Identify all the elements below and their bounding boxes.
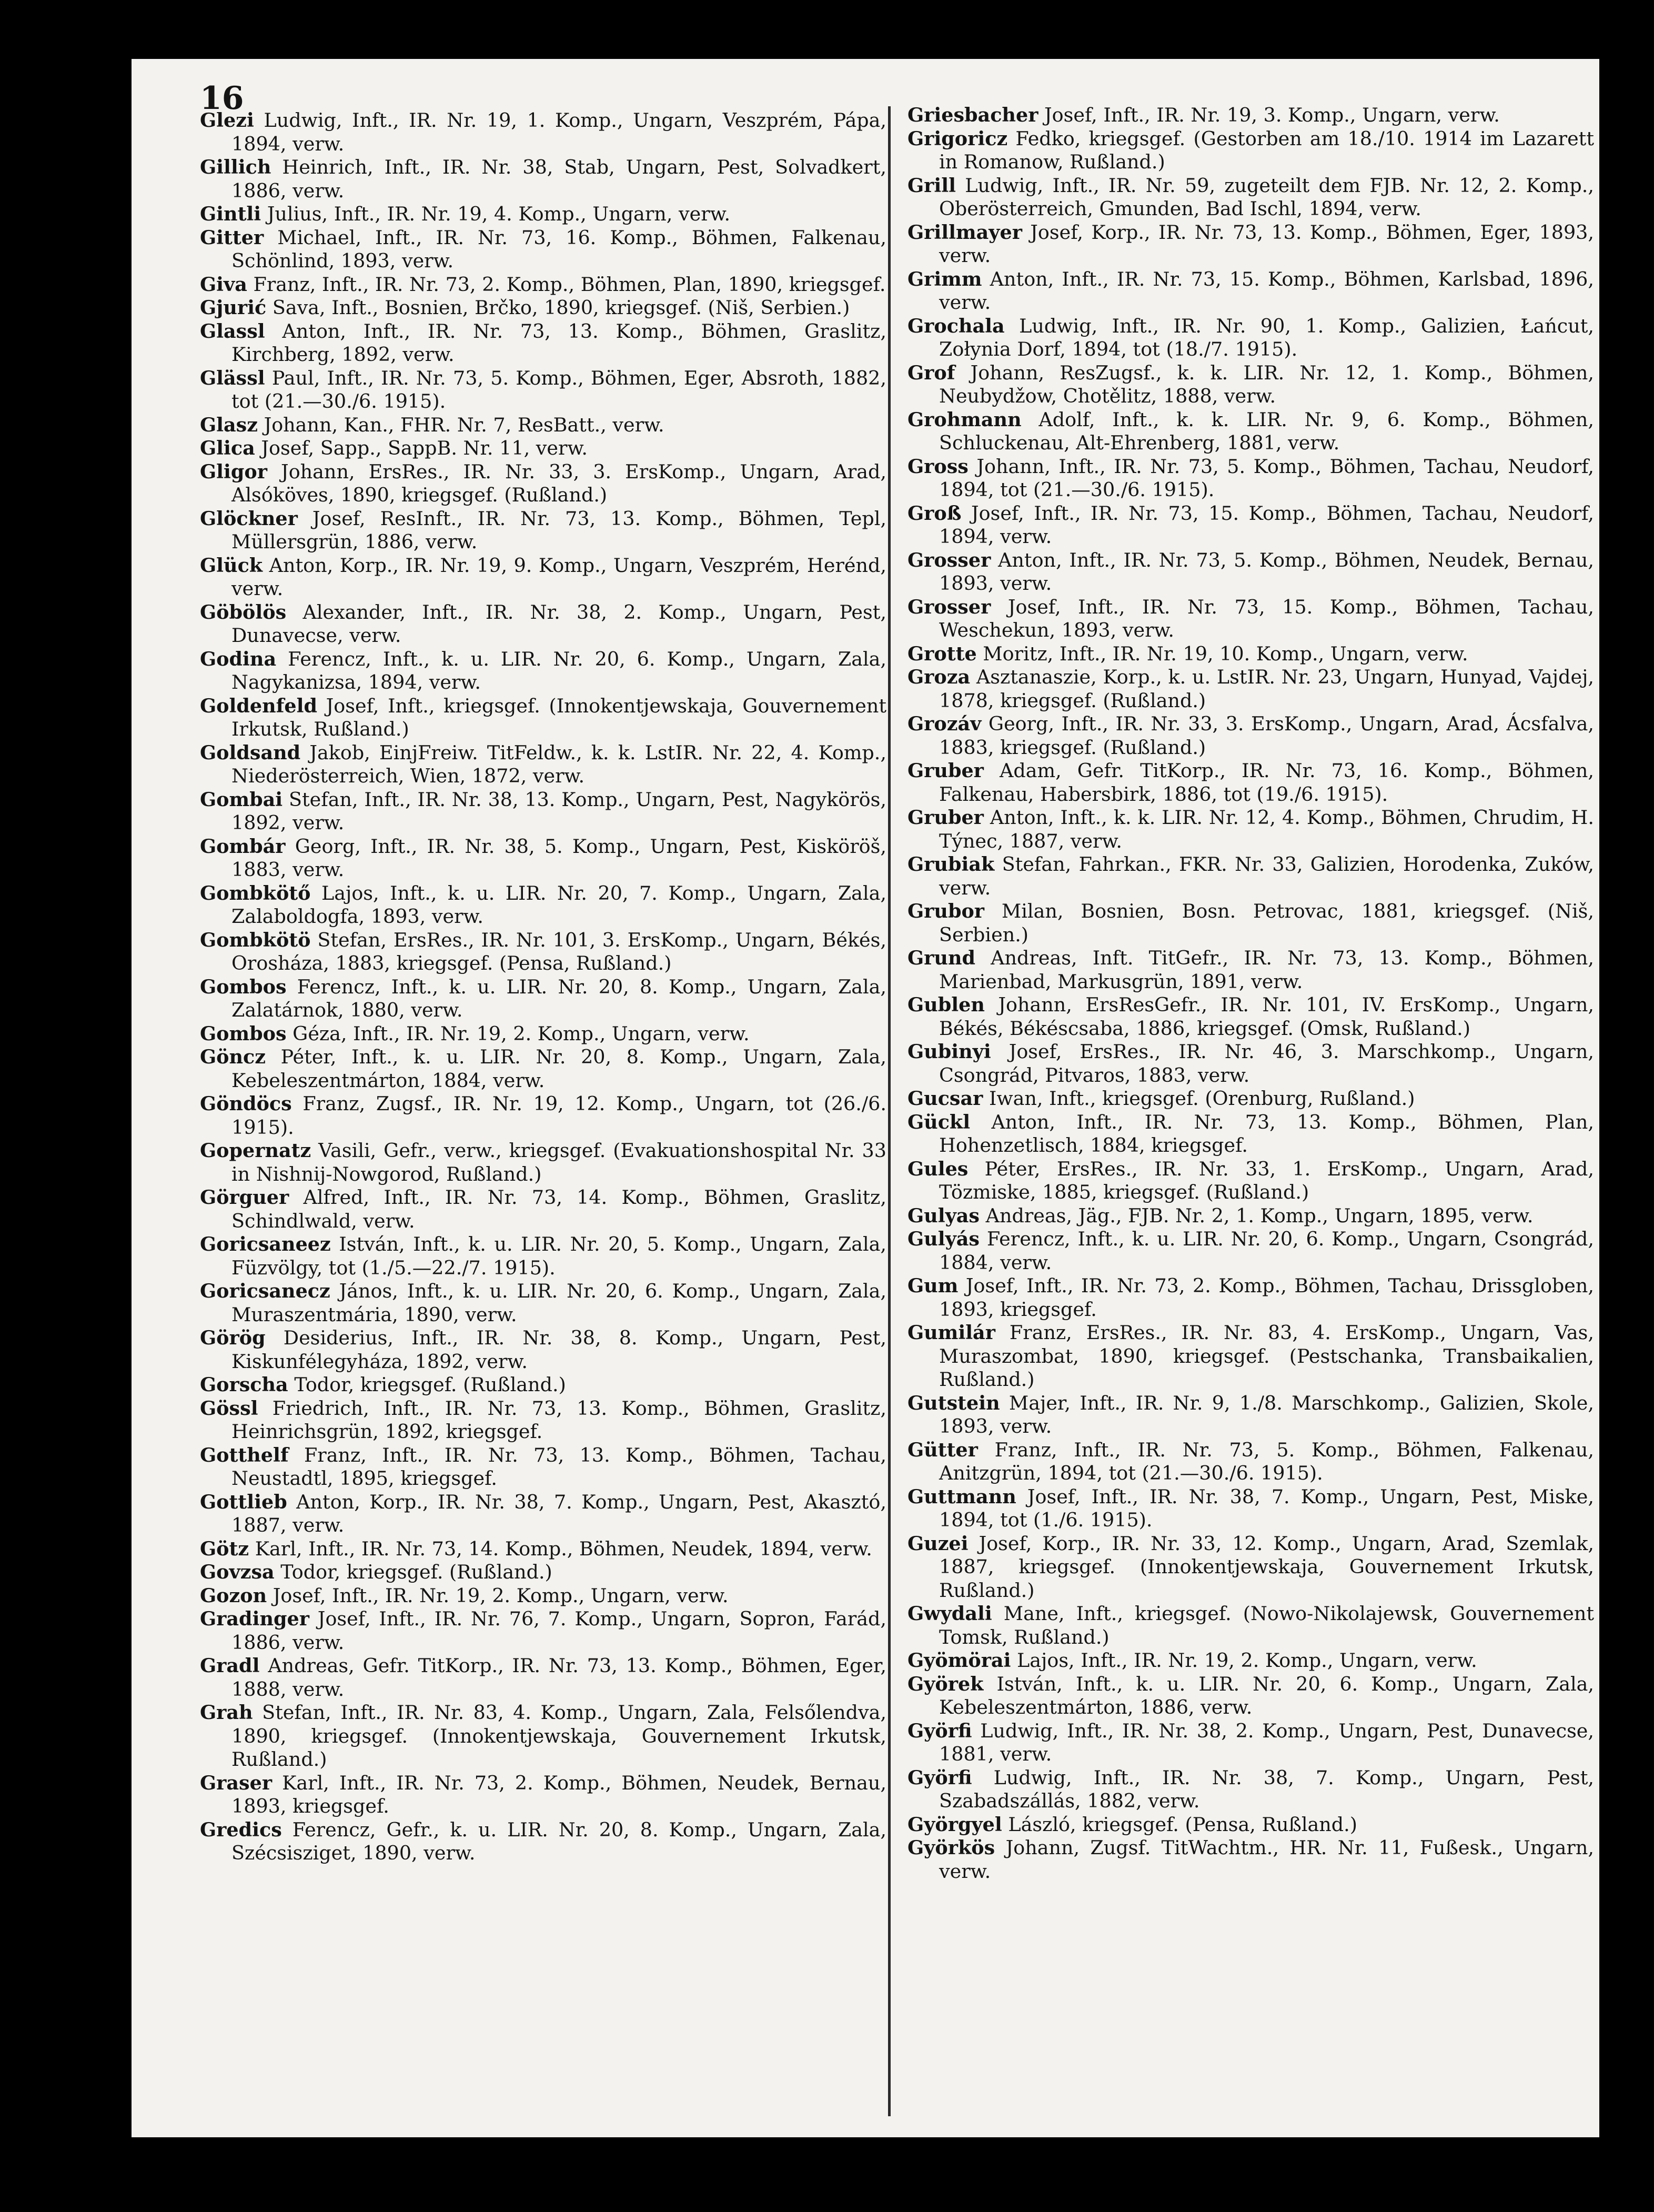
register-entry (200, 1397, 886, 1444)
entry-surname: Gredics (200, 1818, 282, 1841)
entry-surname: Götz (200, 1537, 249, 1560)
entry-details: János, Inft., k. u. LIR. Nr. 20, 6. Komp., Ungarn, Zala, Muraszentmária, 1890, verw. (231, 1280, 886, 1326)
register-entry (907, 1720, 1594, 1766)
entry-surname: Györfi (907, 1766, 972, 1789)
entry-details: Anton, Korp., IR. Nr. 19, 9. Komp., Ungarn, Veszprém, Herénd, verw. (231, 554, 886, 600)
entry-details: Franz, Inft., IR. Nr. 73, 5. Komp., Böhmen, Falkenau, Anitzgrün, 1894, tot (21.—30./6. 1915). (939, 1438, 1594, 1484)
entry-surname: Govzsa (200, 1561, 275, 1583)
entry-surname: Gjurić (200, 296, 267, 319)
entry-details: Iwan, Inft., kriegsgef. (Orenburg, Rußland.) (983, 1087, 1415, 1110)
entry-details: Julius, Inft., IR. Nr. 19, 4. Komp., Ungarn, verw. (261, 203, 731, 225)
register-entry (200, 648, 886, 695)
entry-surname: Goricsaneez (200, 1233, 331, 1255)
entry-surname: Groza (907, 666, 971, 688)
register-entry (907, 455, 1594, 502)
entry-surname: Guttmann (907, 1485, 1016, 1508)
document-page (132, 59, 1599, 2137)
register-entry (200, 601, 886, 648)
entry-surname: Glasz (200, 413, 258, 436)
entry-details: Josef, Korp., IR. Nr. 73, 13. Komp., Böhmen, Eger, 1893, verw. (939, 220, 1594, 267)
entry-details: Karl, Inft., IR. Nr. 73, 2. Komp., Böhmen, Neudek, Bernau, 1893, kriegsgef. (231, 1771, 886, 1817)
register-entry (907, 315, 1594, 361)
register-entry (907, 666, 1594, 712)
entry-surname: Grillmayer (907, 220, 1022, 244)
register-entry (200, 1654, 886, 1701)
register-entry (200, 203, 886, 226)
entry-surname: Gruber (907, 806, 984, 829)
entry-details: Stefan, Inft., IR. Nr. 38, 13. Komp., Ungarn, Pest, Nagykörös, 1892, verw. (231, 788, 886, 834)
entry-details: Stefan, Fahrkan., FKR. Nr. 33, Galizien, Horodenka, Zuków, verw. (939, 853, 1594, 899)
register-entry (200, 296, 886, 320)
register-entry (200, 695, 886, 741)
entry-details: Stefan, Inft., IR. Nr. 83, 4. Komp., Ungarn, Zala, Felsőlendva, 1890, kriegsgef. (Innokentjewskaja, Gouvernement Irkutsk, Rußland.) (231, 1701, 886, 1771)
entry-surname: Gitter (200, 226, 264, 249)
entry-details: Johann, ErsResGefr., IR. Nr. 101, IV. ErsKomp., Ungarn, Békés, Békéscsaba, 1886, kriegsgef. (Omsk, Rußland.) (939, 993, 1594, 1040)
register-entry (907, 104, 1594, 127)
register-entry (907, 408, 1594, 455)
entry-surname: Goldsand (200, 741, 301, 764)
entry-surname: Gorscha (200, 1373, 288, 1396)
register-entry (200, 1607, 886, 1654)
register-entry (907, 1836, 1594, 1883)
entry-surname: Györek (907, 1672, 984, 1695)
entry-surname: Glezi (200, 109, 254, 132)
register-entry (907, 1321, 1594, 1392)
entry-details: Franz, Inft., IR. Nr. 73, 2. Komp., Böhmen, Plan, 1890, kriegsgef. (247, 273, 886, 296)
entry-surname: Grigoricz (907, 127, 1008, 150)
register-entry (907, 900, 1594, 947)
entry-surname: Gum (907, 1274, 959, 1297)
entry-surname: Gucsar (907, 1087, 983, 1110)
register-entry (200, 1045, 886, 1092)
entry-surname: Gruber (907, 759, 984, 782)
register-entry (907, 1766, 1594, 1813)
register-entry (907, 947, 1594, 993)
entry-surname: Görguer (200, 1186, 289, 1209)
entry-details: Georg, Inft., IR. Nr. 38, 5. Komp., Ungarn, Pest, Kisköröš, 1883, verw. (231, 834, 886, 881)
entry-details: Géza, Inft., IR. Nr. 19, 2. Komp., Ungarn, verw. (286, 1022, 750, 1045)
entry-details: Alfred, Inft., IR. Nr. 73, 14. Komp., Böhmen, Graslitz, Schindlwald, verw. (231, 1186, 886, 1232)
entry-details: Ludwig, Inft., IR. Nr. 38, 7. Komp., Ungarn, Pest, Szabadszállás, 1882, verw. (939, 1766, 1594, 1812)
register-entry (907, 1274, 1594, 1321)
entry-surname: Glück (200, 554, 263, 577)
entry-surname: Grotte (907, 642, 977, 665)
register-entry (200, 437, 886, 460)
entry-surname: Grubiak (907, 853, 995, 876)
register-entry (200, 929, 886, 976)
entry-details: Johann, ErsRes., IR. Nr. 33, 3. ErsKomp., Ungarn, Arad, Alsóköves, 1890, kriegsgef. (Rußland.) (231, 460, 886, 506)
register-entry (907, 1602, 1594, 1649)
entry-details: Ludwig, Inft., IR. Nr. 19, 1. Komp., Ungarn, Veszprém, Pápa, 1894, verw. (231, 109, 886, 155)
entry-surname: Glöckner (200, 507, 298, 530)
register-entry (907, 642, 1594, 666)
entry-details: Heinrich, Inft., IR. Nr. 38, Stab, Ungarn, Pest, Solvadkert, 1886, verw. (231, 156, 886, 202)
entry-surname: Giva (200, 273, 247, 296)
entry-surname: Györgyel (907, 1813, 1002, 1836)
register-entry (200, 367, 886, 414)
entry-details: Anton, Inft., IR. Nr. 73, 5. Komp., Böhmen, Neudek, Bernau, 1893, verw. (939, 548, 1594, 595)
entry-details: Johann, Inft., IR. Nr. 73, 5. Komp., Böhmen, Tachau, Neudorf, 1894, tot (21.—30./6. 1915). (939, 455, 1594, 501)
entry-surname: Gombos (200, 1022, 287, 1045)
entry-surname: Gombkötő (200, 881, 311, 904)
register-entry (200, 741, 886, 788)
register-entry (200, 1139, 886, 1186)
entry-surname: Gütter (907, 1438, 978, 1461)
register-entry (907, 1649, 1594, 1673)
entry-details: Johann, Kan., FHR. Nr. 7, ResBatt., verw. (257, 413, 664, 436)
register-entry (200, 226, 886, 273)
entry-surname: Grozáv (907, 712, 982, 735)
entry-surname: Godina (200, 647, 277, 670)
register-entry (200, 835, 886, 882)
register-entry (907, 1813, 1594, 1837)
register-entry (200, 976, 886, 1022)
entry-details: Josef, ErsRes., IR. Nr. 46, 3. Marschkomp., Ungarn, Csongrád, Pitvaros, 1883, verw. (939, 1040, 1594, 1087)
entry-details: Josef, Korp., IR. Nr. 33, 12. Komp., Ungarn, Arad, Szemlak, 1887, kriegsgef. (Innokentjewskaja, Gouvernement Irkutsk, Rußland.) (939, 1532, 1594, 1602)
entry-surname: Gulyás (907, 1228, 980, 1250)
entry-details: Paul, Inft., IR. Nr. 73, 5. Komp., Böhmen, Eger, Absroth, 1882, tot (21.—30./6. 1915). (231, 366, 886, 413)
register-entry (200, 1373, 886, 1397)
register-entry (907, 174, 1594, 221)
register-entry (907, 502, 1594, 549)
register-entry (907, 712, 1594, 759)
register-entry (907, 268, 1594, 315)
entry-details: Sava, Inft., Bosnien, Brčko, 1890, kriegsgef. (Niš, Serbien.) (266, 296, 850, 319)
entry-surname: Glassl (200, 319, 265, 343)
entry-surname: Guzei (907, 1532, 969, 1555)
entry-details: Georg, Inft., IR. Nr. 33, 3. ErsKomp., Ungarn, Arad, Ácsfalva, 1883, kriegsgef. (Rußland.) (939, 712, 1594, 759)
entry-surname: Gotthelf (200, 1443, 289, 1466)
entry-details: Ferencz, Inft., k. u. LIR. Nr. 20, 8. Komp., Ungarn, Zala, Zalatárnok, 1880, verw. (231, 975, 886, 1021)
entry-details: Josef, Inft., IR. Nr. 38, 7. Komp., Ungarn, Pest, Miske, 1894, tot (1./6. 1915). (939, 1485, 1594, 1531)
register-entry (907, 759, 1594, 806)
entry-details: Ferencz, Inft., k. u. LIR. Nr. 20, 6. Komp., Ungarn, Csongrád, 1884, verw. (939, 1228, 1594, 1274)
register-entry (200, 1022, 886, 1046)
register-entry (200, 1233, 886, 1280)
register-entry (907, 1392, 1594, 1439)
register-entry (200, 507, 886, 554)
entry-details: Adam, Gefr. TitKorp., IR. Nr. 73, 16. Komp., Böhmen, Falkenau, Habersbirk, 1886, tot (19./6. 1915). (939, 759, 1594, 806)
entry-details: István, Inft., k. u. LIR. Nr. 20, 6. Komp., Ungarn, Zala, Kebeleszentmárton, 1886, verw. (939, 1672, 1594, 1718)
register-entry (907, 993, 1594, 1040)
entry-surname: Gradl (200, 1654, 260, 1677)
entry-surname: Gössl (200, 1396, 258, 1420)
register-entry (907, 1673, 1594, 1720)
entry-surname: Grochala (907, 314, 1005, 337)
entry-surname: Gutstein (907, 1391, 1000, 1414)
entry-details: Alexander, Inft., IR. Nr. 38, 2. Komp., Ungarn, Pest, Dunavecse, verw. (231, 600, 886, 647)
entry-details: Mane, Inft., kriegsgef. (Nowo-Nikolajewsk, Gouvernement Tomsk, Rußland.) (939, 1602, 1594, 1648)
register-entry (200, 1444, 886, 1491)
entry-details: Ludwig, Inft., IR. Nr. 90, 1. Komp., Galizien, Łańcut, Zołynia Dorf, 1894, tot (18./7. 1915). (939, 314, 1594, 360)
register-entry (200, 156, 886, 203)
register-entry (907, 596, 1594, 642)
entry-details: István, Inft., k. u. LIR. Nr. 20, 5. Komp., Ungarn, Zala, Füzvölgy, tot (1./5.—22./7. 1915). (231, 1233, 886, 1279)
register-entry (200, 460, 886, 507)
entry-surname: Graser (200, 1771, 273, 1794)
entry-details: Johann, ResZugsf., k. k. LIR. Nr. 12, 1. Komp., Böhmen, Neubydžow, Chotělitz, 1888, verw. (939, 361, 1594, 407)
entry-details: Todor, kriegsgef. (Rußland.) (288, 1373, 566, 1396)
register-entry (907, 361, 1594, 408)
register-entry (200, 1584, 886, 1608)
entry-surname: Grosser (907, 548, 991, 571)
entry-surname: Grill (907, 174, 956, 197)
entry-surname: Gopernatz (200, 1139, 311, 1162)
register-entry (907, 1087, 1594, 1111)
entry-surname: Grosser (907, 595, 991, 618)
register-entry (907, 127, 1594, 174)
register-entry (907, 1439, 1594, 1485)
register-entry (907, 221, 1594, 268)
entry-details: Josef, Inft., IR. Nr. 73, 2. Komp., Böhmen, Tachau, Drissgloben, 1893, kriegsgef. (939, 1274, 1594, 1321)
entry-surname: Gozon (200, 1584, 267, 1607)
entry-details: Stefan, ErsRes., IR. Nr. 101, 3. ErsKomp., Ungarn, Békés, Orosháza, 1883, kriegsgef. (Pensa, Rußland.) (231, 928, 886, 974)
entry-details: Michael, Inft., IR. Nr. 73, 16. Komp., Böhmen, Falkenau, Schönlind, 1893, verw. (231, 226, 886, 272)
page-number: 16 (200, 80, 244, 117)
entry-surname: Gombár (200, 834, 286, 858)
register-entry (200, 1772, 886, 1818)
entry-surname: Glica (200, 437, 255, 459)
entry-surname: Gillich (200, 156, 271, 178)
entry-surname: Gligor (200, 460, 267, 483)
register-entry (200, 109, 886, 156)
entry-details: Vasili, Gefr., verw., kriegsgef. (Evakuationshospital Nr. 33 in Nishnij-Nowgorod, Rußland.) (231, 1139, 886, 1185)
entry-surname: Grund (907, 947, 975, 969)
entry-details: Friedrich, Inft., IR. Nr. 73, 13. Komp., Böhmen, Graslitz, Heinrichsgrün, 1892, kriegsgef. (231, 1396, 886, 1443)
entry-details: Ferencz, Inft., k. u. LIR. Nr. 20, 6. Komp., Ungarn, Zala, Nagykanizsa, 1894, verw. (231, 647, 886, 693)
entry-surname: Göndöcs (200, 1092, 292, 1115)
entry-surname: Grubor (907, 900, 985, 922)
entry-details: Franz, Zugsf., IR. Nr. 19, 12. Komp., Ungarn, tot (26./6. 1915). (231, 1092, 886, 1139)
entry-surname: Gombos (200, 975, 287, 998)
entry-details: Franz, Inft., IR. Nr. 73, 13. Komp., Böhmen, Tachau, Neustadtl, 1895, kriegsgef. (231, 1443, 886, 1490)
entry-details: Josef, Inft., IR. Nr. 19, 3. Komp., Ungarn, verw. (1038, 104, 1500, 126)
register-entry (907, 806, 1594, 853)
entry-details: Anton, Inft., k. k. LIR. Nr. 12, 4. Komp., Böhmen, Chrudim, H. Týnec, 1887, verw. (939, 806, 1594, 852)
register-entry (200, 1537, 886, 1561)
entry-details: Josef, Inft., IR. Nr. 73, 15. Komp., Böhmen, Tachau, Neudorf, 1894, verw. (939, 501, 1594, 548)
entry-surname: Gombkötö (200, 928, 311, 951)
entry-details: Jakob, EinjFreiw. TitFeldw., k. k. LstIR. Nr. 22, 4. Komp., Niederösterreich, Wien, 1872, verw. (231, 741, 886, 787)
entry-surname: Györkös (907, 1836, 995, 1859)
register-entry (200, 320, 886, 367)
entry-details: Péter, ErsRes., IR. Nr. 33, 1. ErsKomp., Ungarn, Arad, Tözmiske, 1885, kriegsgef. (Rußland.) (939, 1157, 1594, 1203)
register-entry (907, 549, 1594, 596)
entry-details: Desiderius, Inft., IR. Nr. 38, 8. Komp., Ungarn, Pest, Kiskunfélegyháza, 1892, verw. (231, 1326, 886, 1373)
entry-surname: Gross (907, 455, 969, 478)
entry-details: Anton, Inft., IR. Nr. 73, 13. Komp., Böhmen, Graslitz, Kirchberg, 1892, verw. (231, 319, 886, 366)
register-entry (200, 788, 886, 835)
register-entry (907, 1158, 1594, 1204)
register-entry (907, 1485, 1594, 1532)
entry-details: Anton, Inft., IR. Nr. 73, 13. Komp., Böhmen, Plan, Hohenzetlisch, 1884, kriegsgef. (939, 1110, 1594, 1157)
entry-surname: Gwydali (907, 1602, 992, 1625)
register-entry (200, 554, 886, 601)
entry-details: Anton, Inft., IR. Nr. 73, 15. Komp., Böhmen, Karlsbad, 1896, verw. (939, 267, 1594, 314)
register-entry (200, 414, 886, 437)
entry-details: Franz, ErsRes., IR. Nr. 83, 4. ErsKomp., Ungarn, Vas, Muraszombat, 1890, kriegsgef. (Pestschanka, Transbaikalien, Rußland.) (939, 1321, 1594, 1391)
entry-details: Ludwig, Inft., IR. Nr. 38, 2. Komp., Ungarn, Pest, Dunavecse, 1881, verw. (939, 1719, 1594, 1765)
entry-details: Ferencz, Gefr., k. u. LIR. Nr. 20, 8. Komp., Ungarn, Zala, Szécsisziget, 1890, verw. (231, 1818, 886, 1864)
entry-surname: Györfi (907, 1719, 972, 1742)
entry-details: Lajos, Inft., IR. Nr. 19, 2. Komp., Ungarn, verw. (1011, 1649, 1477, 1672)
entry-details: Ludwig, Inft., IR. Nr. 59, zugeteilt dem FJB. Nr. 12, 2. Komp., Oberösterreich, Gmunden, Bad Ischl, 1894, verw. (939, 174, 1594, 220)
entry-surname: Goricsanecz (200, 1280, 330, 1302)
entry-surname: Gumilár (907, 1321, 995, 1344)
entry-details: Péter, Inft., k. u. LIR. Nr. 20, 8. Komp., Ungarn, Zala, Kebeleszentmárton, 1884, verw. (231, 1045, 886, 1092)
column-divider (888, 106, 891, 2116)
entry-surname: Görög (200, 1326, 266, 1349)
register-entry (200, 1561, 886, 1584)
entry-surname: Goldenfeld (200, 694, 317, 717)
register-entry (200, 1818, 886, 1865)
entry-surname: Göbölös (200, 600, 287, 624)
entry-details: Anton, Korp., IR. Nr. 38, 7. Komp., Ungarn, Pest, Akasztó, 1887, verw. (231, 1490, 886, 1536)
entry-surname: Grimm (907, 267, 982, 290)
entry-details: Josef, Inft., kriegsgef. (Innokentjewskaja, Gouvernement Irkutsk, Rußland.) (231, 694, 886, 740)
entry-details: Josef, Inft., IR. Nr. 19, 2. Komp., Ungarn, verw. (267, 1584, 729, 1607)
entry-details: Andreas, Jäg., FJB. Nr. 2, 1. Komp., Ungarn, 1895, verw. (979, 1204, 1534, 1227)
entry-surname: Groß (907, 501, 962, 525)
register-entry (200, 273, 886, 297)
entry-surname: Grohmann (907, 408, 1022, 431)
entry-surname: Grof (907, 361, 955, 384)
entry-details: Fedko, kriegsgef. (Gestorben am 18./10. 1914 im Lazarett in Romanow, Rußland.) (939, 127, 1594, 173)
entry-surname: Grah (200, 1701, 253, 1724)
entry-surname: Glässl (200, 366, 265, 389)
entry-surname: Gublen (907, 993, 985, 1016)
entry-surname: Gyömörai (907, 1649, 1011, 1672)
entry-surname: Gückl (907, 1110, 971, 1133)
entry-details: Milan, Bosnien, Bosn. Petrovac, 1881, kriegsgef. (Niš, Serbien.) (939, 900, 1594, 946)
register-entry (200, 1092, 886, 1139)
register-entry (200, 1280, 886, 1326)
register-entry (907, 1204, 1594, 1228)
right-column (907, 104, 1594, 1883)
register-entry (200, 1701, 886, 1772)
register-entry (907, 1111, 1594, 1158)
register-entry (907, 1040, 1594, 1087)
entry-details: Asztanaszie, Korp., k. u. LstIR. Nr. 23, Ungarn, Hunyad, Vajdej, 1878, kriegsgef. (Rußland.) (939, 666, 1594, 712)
entry-details: Moritz, Inft., IR. Nr. 19, 10. Komp., Ungarn, verw. (976, 642, 1468, 665)
entry-details: Majer, Inft., IR. Nr. 9, 1./8. Marschkomp., Galizien, Skole, 1893, verw. (939, 1391, 1594, 1437)
entry-details: Adolf, Inft., k. k. LIR. Nr. 9, 6. Komp., Böhmen, Schluckenau, Alt-Ehrenberg, 1881, verw. (939, 408, 1594, 454)
entry-details: Josef, ResInft., IR. Nr. 73, 13. Komp., Böhmen, Tepl, Müllersgrün, 1886, verw. (231, 507, 886, 553)
entry-surname: Gottlieb (200, 1490, 287, 1513)
entry-details: Josef, Sapp., SappB. Nr. 11, verw. (255, 437, 588, 459)
register-entry (200, 1186, 886, 1233)
entry-surname: Gulyas (907, 1204, 980, 1227)
entry-details: Andreas, Gefr. TitKorp., IR. Nr. 73, 13. Komp., Böhmen, Eger, 1888, verw. (231, 1654, 886, 1701)
register-entry (200, 1491, 886, 1537)
register-entry (907, 853, 1594, 900)
register-entry (200, 1326, 886, 1373)
entry-details: Josef, Inft., IR. Nr. 73, 15. Komp., Böhmen, Tachau, Weschekun, 1893, verw. (939, 595, 1594, 641)
left-column (200, 109, 886, 1865)
register-entry (907, 1228, 1594, 1274)
entry-surname: Griesbacher (907, 104, 1038, 126)
entry-details: Todor, kriegsgef. (Rußland.) (274, 1561, 552, 1583)
register-entry (907, 1532, 1594, 1603)
entry-surname: Gules (907, 1157, 969, 1180)
entry-details: Karl, Inft., IR. Nr. 73, 14. Komp., Böhmen, Neudek, 1894, verw. (249, 1537, 872, 1560)
entry-details: László, kriegsgef. (Pensa, Rußland.) (1002, 1813, 1357, 1836)
entry-surname: Gubinyi (907, 1040, 991, 1063)
register-entry (200, 882, 886, 929)
entry-surname: Göncz (200, 1045, 266, 1068)
entry-surname: Gombai (200, 788, 283, 811)
entry-surname: Gradinger (200, 1607, 309, 1630)
entry-surname: Gintli (200, 203, 261, 225)
entry-details: Lajos, Inft., k. u. LIR. Nr. 20, 7. Komp., Ungarn, Zala, Zalaboldogfa, 1893, verw. (231, 881, 886, 928)
entry-details: Johann, Zugsf. TitWachtm., HR. Nr. 11, Fußesk., Ungarn, verw. (939, 1836, 1594, 1883)
entry-details: Josef, Inft., IR. Nr. 76, 7. Komp., Ungarn, Sopron, Farád, 1886, verw. (231, 1607, 886, 1654)
entry-details: Andreas, Inft. TitGefr., IR. Nr. 73, 13. Komp., Böhmen, Marienbad, Markusgrün, 1891, verw. (939, 947, 1594, 993)
